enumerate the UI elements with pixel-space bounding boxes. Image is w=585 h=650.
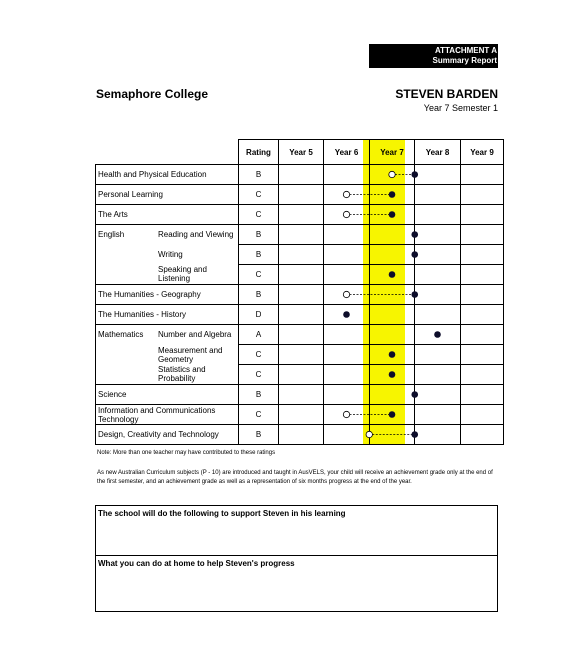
previous-level-marker xyxy=(343,411,349,417)
current-level-marker xyxy=(411,231,418,238)
previous-level-marker xyxy=(366,431,372,437)
home-support-box xyxy=(95,555,498,612)
subarea-label: Speaking and Listening xyxy=(158,265,207,284)
subarea-label: Writing xyxy=(158,250,183,259)
header-year-9: Year 9 xyxy=(461,140,504,165)
current-level-marker xyxy=(343,311,350,318)
header-year-5: Year 5 xyxy=(279,140,324,165)
header-year-8: Year 8 xyxy=(415,140,461,165)
student-name: STEVEN BARDEN xyxy=(395,87,498,101)
header-rating: Rating xyxy=(239,140,279,165)
rating-cell: C xyxy=(239,405,279,425)
current-level-marker xyxy=(411,291,418,298)
rating-cell: B xyxy=(239,225,279,245)
subject-label: Design, Creativity and Technology xyxy=(98,430,219,439)
current-level-marker xyxy=(411,431,418,438)
ratings-note: Note: More than one teacher may have contributed to these ratings xyxy=(97,450,276,456)
home-support-heading: What you can do at home to help Steven's progress xyxy=(98,559,295,568)
rating-cell: B xyxy=(239,165,279,185)
subarea-label: Number and Algebra xyxy=(158,330,232,340)
subarea-label: Reading and Viewing xyxy=(158,230,234,240)
current-level-marker xyxy=(389,191,396,198)
previous-level-marker xyxy=(343,211,349,217)
rating-cell: B xyxy=(239,245,279,265)
current-level-marker xyxy=(411,171,418,178)
previous-level-marker xyxy=(343,191,349,197)
subject-label: The Humanities - Geography xyxy=(98,290,201,299)
rating-cell: C xyxy=(239,265,279,285)
rating-cell: C xyxy=(239,345,279,365)
attachment-subtitle: Summary Report xyxy=(432,56,497,65)
header-year-6: Year 6 xyxy=(324,140,370,165)
subject-label: The Humanities - History xyxy=(98,310,187,319)
subarea-label: Statistics and Probability xyxy=(158,365,206,384)
school-support-heading: The school will do the following to support Steven in his learning xyxy=(98,509,346,518)
current-level-marker xyxy=(389,411,396,418)
school-support-box xyxy=(95,505,498,556)
rating-cell: C xyxy=(239,365,279,385)
subject-label: English xyxy=(98,230,125,240)
current-level-marker xyxy=(389,271,396,278)
current-level-marker xyxy=(411,251,418,258)
rating-cell: D xyxy=(239,305,279,325)
current-level-marker xyxy=(389,371,396,378)
rating-cell: B xyxy=(239,285,279,305)
subarea-label: Measurement and Geometry xyxy=(158,345,223,364)
current-level-marker xyxy=(389,211,396,218)
curriculum-paragraph: As new Australian Curriculum subjects (P - 10) are introduced and taught in AusVELS, your child will receive an achievement grade only at the end of the first semester, and an achievement grade as well as a representation of six months progress at the end of the year. xyxy=(97,470,493,485)
rating-cell: B xyxy=(239,385,279,405)
subject-label: The Arts xyxy=(98,210,128,219)
term-label: Year 7 Semester 1 xyxy=(423,103,498,113)
subject-label: Health and Physical Education xyxy=(98,170,207,179)
rating-cell: A xyxy=(239,325,279,345)
subject-label: Science xyxy=(98,390,127,399)
attachment-title: ATTACHMENT A xyxy=(434,46,497,55)
previous-level-marker xyxy=(343,291,349,297)
rating-cell: B xyxy=(239,425,279,445)
header-year-7: Year 7 xyxy=(370,140,415,165)
rating-cell: C xyxy=(239,205,279,225)
subject-label: Mathematics xyxy=(98,330,144,340)
rating-cell: C xyxy=(239,185,279,205)
current-level-marker xyxy=(389,351,396,358)
school-name: Semaphore College xyxy=(96,87,209,101)
subject-label: Information and Communications Technology xyxy=(98,405,216,424)
current-level-marker xyxy=(434,331,441,338)
current-level-marker xyxy=(411,391,418,398)
subject-label: Personal Learning xyxy=(98,190,163,199)
previous-level-marker xyxy=(389,171,395,177)
